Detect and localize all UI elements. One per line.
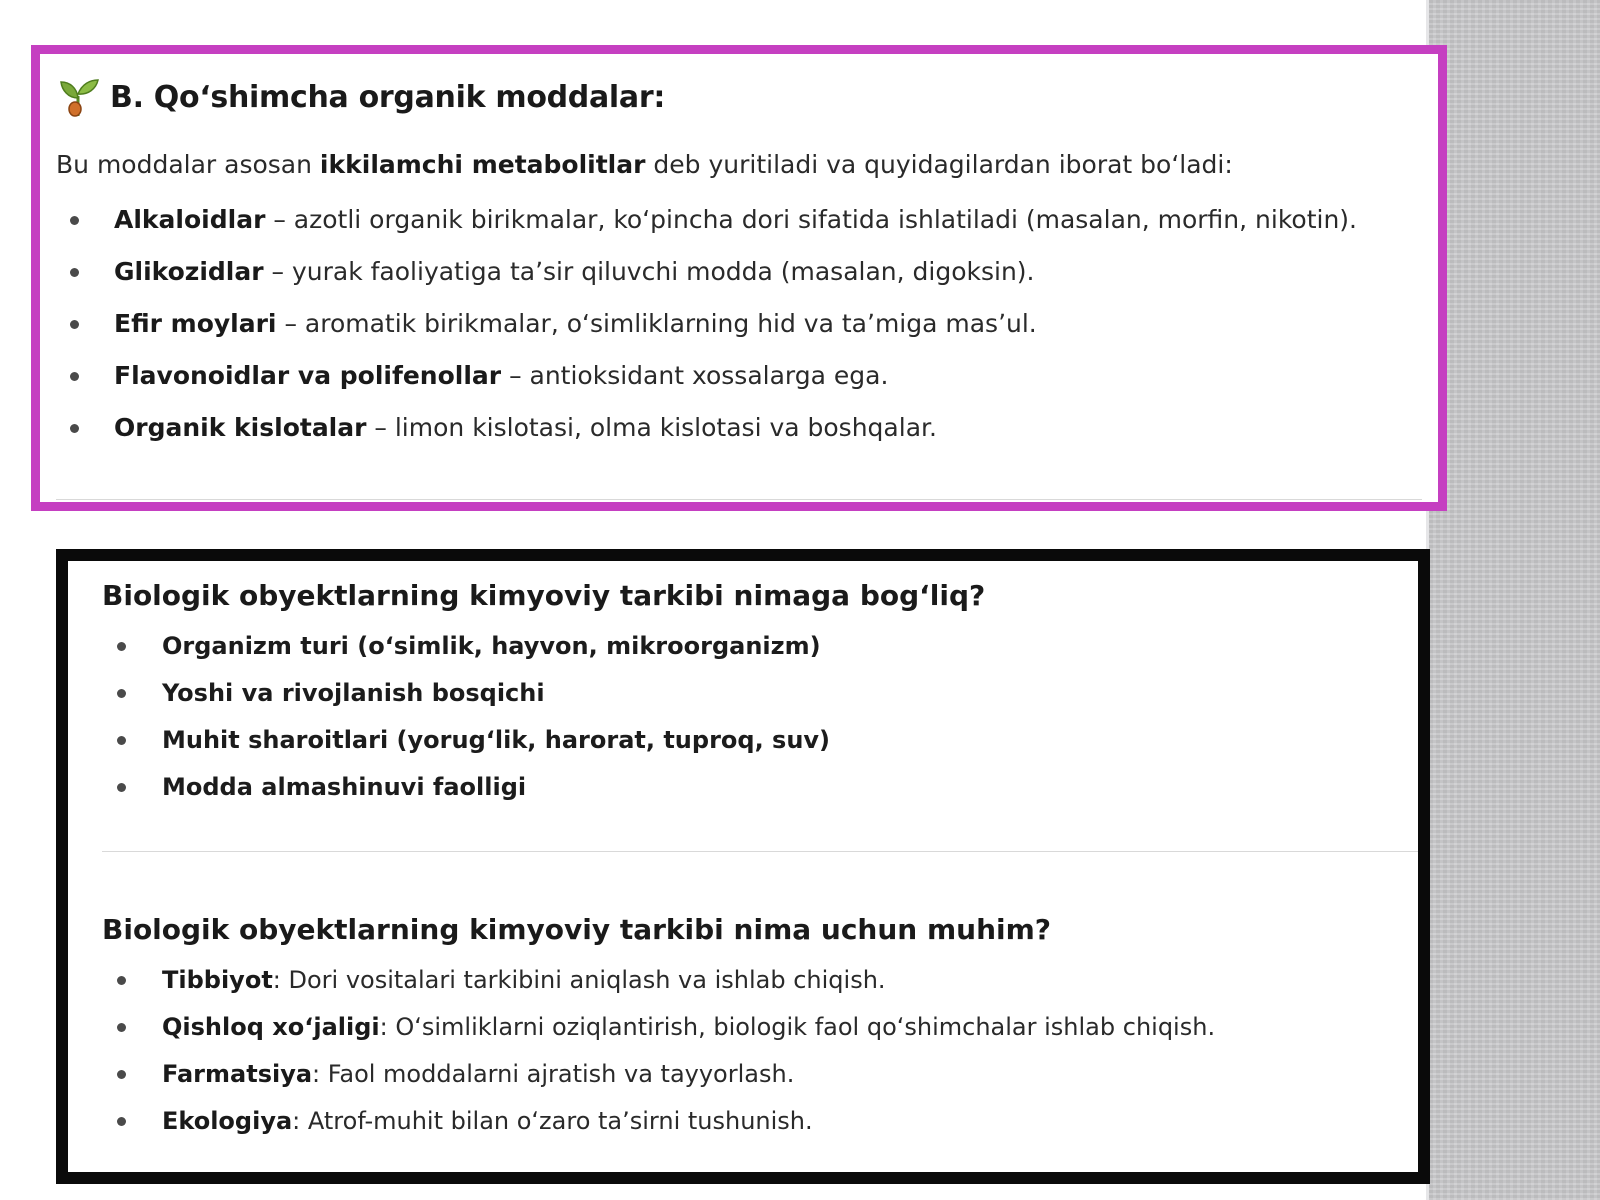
item-text: – limon kislotasi, olma kislotasi va boshqalar. (366, 413, 937, 442)
background-side-strip (1426, 0, 1600, 1200)
list-item: Modda almashinuvi faolligi (102, 764, 830, 811)
section-title: B. Qoʻshimcha organik moddalar: (110, 79, 666, 115)
item-term: Tibbiyot (162, 966, 273, 994)
item-text: : Atrof-muhit bilan oʻzaro taʼsirni tushunish. (292, 1107, 813, 1135)
list-item (56, 298, 1357, 350)
list-item (56, 246, 1357, 298)
item-term: Flavonoidlar va polifenollar (114, 361, 502, 390)
section-divider (56, 499, 1422, 500)
item-term: Alkaloidlar (114, 205, 266, 234)
item-term: Qishloq xoʻjaligi (162, 1013, 380, 1041)
item-text: – antioksidant xossalarga ega. (501, 361, 889, 390)
intro-text: Bu moddalar asosan (56, 150, 320, 179)
item-term: Glikozidlar (114, 257, 264, 286)
intro-text-end: deb yuritiladi va quyidagilardan iborat boʻladi: (645, 150, 1233, 179)
section-secondary-organic-substances (31, 45, 1447, 511)
depends-heading: Biologik obyektlarning kimyoviy tarkibi nimaga bogʻliq? (102, 579, 986, 612)
importance-list (102, 957, 1215, 1145)
importance-heading: Biologik obyektlarning kimyoviy tarkibi nima uchun muhim? (102, 913, 1052, 946)
item-text: – aromatik birikmalar, oʻsimliklarning hid va taʼmiga masʼul. (276, 309, 1037, 338)
list-item: Organizm turi (oʻsimlik, hayvon, mikroorganizm) (102, 623, 830, 670)
intro-bold-term: ikkilamchi metabolitlar (319, 150, 646, 179)
item-text: : Faol moddalarni ajratish va tayyorlash. (312, 1060, 795, 1088)
list-item (102, 1051, 1215, 1098)
list-item (102, 1098, 1215, 1145)
list-item: Yoshi va rivojlanish bosqichi (102, 670, 830, 717)
list-item (56, 194, 1357, 246)
section-heading (58, 76, 665, 118)
section-divider (102, 851, 1418, 852)
list-item (56, 402, 1357, 454)
list-item (102, 957, 1215, 1004)
depends-list (102, 623, 830, 811)
section-chemical-composition (56, 549, 1430, 1184)
section-intro (56, 150, 1233, 179)
item-text: : Oʻsimliklarni oziqlantirish, biologik faol qoʻshimchalar ishlab chiqish. (379, 1013, 1216, 1041)
item-term: Efir moylari (114, 309, 277, 338)
item-term: Ekologiya (162, 1107, 293, 1135)
item-term: Farmatsiya (162, 1060, 313, 1088)
item-text: : Dori vositalari tarkibini aniqlash va ishlab chiqish. (272, 966, 886, 994)
seedling-icon (58, 76, 100, 118)
list-item (56, 350, 1357, 402)
metabolites-list (56, 194, 1357, 454)
item-text: – yurak faoliyatiga taʼsir qiluvchi modda (masalan, digoksin). (263, 257, 1035, 286)
list-item: Muhit sharoitlari (yorugʻlik, harorat, tuproq, suv) (102, 717, 830, 764)
list-item (102, 1004, 1215, 1051)
item-text: – azotli organik birikmalar, koʻpincha dori sifatida ishlatiladi (masalan, morfin, nikotin). (265, 205, 1358, 234)
item-term: Organik kislotalar (114, 413, 367, 442)
